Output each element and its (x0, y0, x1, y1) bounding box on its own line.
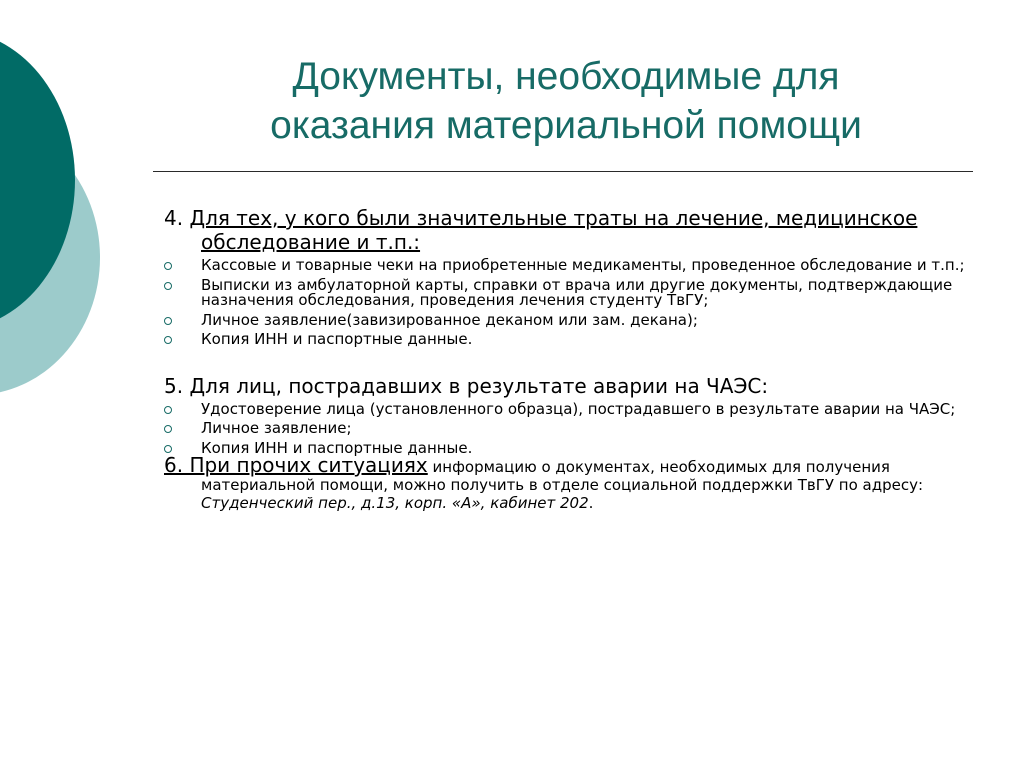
list-item: Копия ИНН и паспортные данные. (164, 441, 974, 457)
bullet-circle-icon (164, 445, 172, 453)
bullet-circle-icon (164, 406, 172, 414)
list-item: Удостоверение лица (установленного образца), пострадавшего в результате аварии на ЧАЭС; (164, 402, 974, 418)
section-4-heading (164, 206, 974, 254)
section-5-list (164, 399, 974, 457)
list-item: Кассовые и товарные чеки на приобретенные медикаменты, проведенное обследование и т.п.; (164, 258, 974, 274)
title-line-2: оказания материальной помощи (270, 104, 862, 147)
section-6-address: Студенческий пер., д.13, корп. «А», кабинет 202 (201, 494, 589, 512)
slide-title (160, 52, 972, 150)
title-divider (153, 171, 973, 172)
title-line-1: Документы, необходимые для (292, 55, 840, 98)
list-item: Личное заявление; (164, 421, 974, 437)
bullet-circle-icon (164, 336, 172, 344)
bullet-circle-icon (164, 425, 172, 433)
bullet-circle-icon (164, 282, 172, 290)
section-6-text: информацию о документах, необходимых для получения материальной помощи, можно получить в отделе социальной поддержки ТвГУ по адресу: (201, 458, 923, 494)
section-5-heading: 5. Для лиц, пострадавших в результате аварии на ЧАЭС: (164, 373, 769, 398)
bullet-circle-icon (164, 317, 172, 325)
section-6-heading: 6. При прочих ситуациях (164, 453, 428, 477)
list-item: Копия ИНН и паспортные данные. (164, 332, 974, 348)
bullet-circle-icon (164, 262, 172, 270)
section-4-list (164, 258, 974, 348)
list-item: Личное заявление(завизированное деканом или зам. декана); (164, 313, 974, 329)
list-item: Выписки из амбулаторной карты, справки от врача или другие документы, подтверждающие назначения обследования, проведения лечения студенту ТвГУ; (164, 278, 974, 309)
section-6-paragraph: 6. При прочих ситуациях информацию о документах, необходимых для получения материальной помощи, можно получить в отделе социальной поддержки ТвГУ по адресу: Студенческий пер., д.13, корп. «А», кабинет 202. (164, 453, 923, 512)
slide-content (164, 206, 974, 512)
section-4-title: Для тех, у кого были значительные траты на лечение, медицинское обследование и т.п.: (189, 206, 918, 254)
section-4-number: 4. (164, 206, 190, 230)
